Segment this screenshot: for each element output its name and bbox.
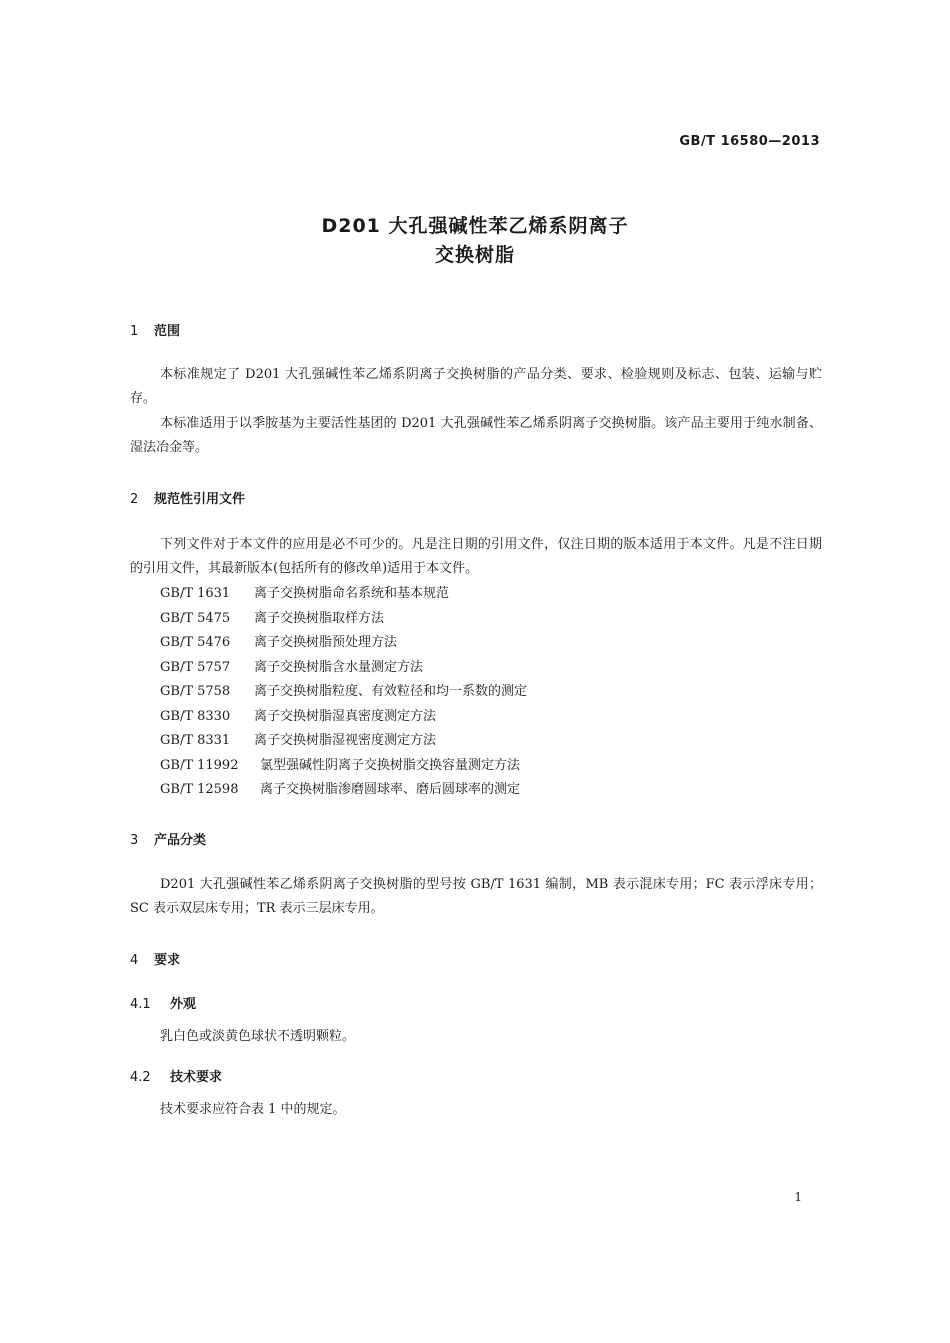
reference-code: GB/T 5757 bbox=[160, 659, 231, 675]
section-1-heading bbox=[130, 320, 180, 339]
reference-code: GB/T 5475 bbox=[160, 610, 231, 626]
section-2-paragraph-1: 下列文件对于本文件的应用是必不可少的。凡是注日期的引用文件，仅注日期的版本适用于本文件。凡是不注日期的引用文件，其最新版本(包括所有的修改单)适用于本文件。 bbox=[130, 537, 822, 576]
reference-title: 离子交换树脂取样方法 bbox=[254, 610, 385, 626]
reference-code: GB/T 11992 bbox=[160, 757, 239, 773]
reference-code: GB/T 5476 bbox=[160, 635, 231, 650]
standard-number: GB/T 16580—2013 bbox=[679, 134, 820, 149]
reference-item bbox=[160, 582, 527, 607]
section-4-heading bbox=[130, 949, 180, 968]
section-3-heading bbox=[130, 829, 206, 848]
reference-item bbox=[160, 656, 527, 681]
section-number: 4.1 bbox=[130, 997, 151, 1012]
reference-item bbox=[160, 729, 527, 754]
document-title bbox=[0, 212, 950, 270]
title-line-2: 交换树脂 bbox=[434, 244, 515, 266]
section-title: 产品分类 bbox=[154, 833, 207, 848]
reference-code: GB/T 8330 bbox=[160, 708, 231, 724]
reference-title: 离子交换树脂粒度、有效粒径和均一系数的测定 bbox=[254, 684, 528, 699]
reference-title: 离子交换树脂含水量测定方法 bbox=[254, 659, 424, 675]
reference-item bbox=[160, 680, 527, 705]
section-3-paragraph-1: D201 大孔强碱性苯乙烯系阴离子交换树脂的型号按 GB/T 1631 编制，MB 表示混床专用；FC 表示浮床专用；SC 表示双层床专用；TR 表示三层床专用。 bbox=[130, 877, 822, 916]
reference-code: GB/T 12598 bbox=[160, 782, 239, 797]
section-number: 4 bbox=[130, 953, 139, 968]
title-line-1: D201 大孔强碱性苯乙烯系阴离子 bbox=[321, 215, 629, 237]
section-1-paragraph-2: 本标准适用于以季胺基为主要活性基团的 D201 大孔强碱性苯乙烯系阴离子交换树脂。该产品主要用于纯水制备、湿法冶金等。 bbox=[130, 416, 822, 455]
reference-item bbox=[160, 705, 527, 730]
section-4-2-paragraph: 技术要求应符合表 1 中的规定。 bbox=[160, 1102, 346, 1117]
reference-item bbox=[160, 778, 527, 803]
section-title: 范围 bbox=[154, 324, 181, 339]
section-4-2-heading bbox=[130, 1066, 222, 1085]
reference-item bbox=[160, 607, 527, 632]
reference-item bbox=[160, 631, 527, 656]
section-1-paragraph-1: 本标准规定了 D201 大孔强碱性苯乙烯系阴离子交换树脂的产品分类、要求、检验规则及标志、包装、运输与贮存。 bbox=[130, 367, 822, 406]
reference-code: GB/T 1631 bbox=[160, 586, 231, 601]
section-number: 2 bbox=[130, 492, 139, 507]
reference-title: 离子交换树脂预处理方法 bbox=[254, 635, 398, 650]
reference-title: 离子交换树脂湿视密度测定方法 bbox=[254, 733, 437, 748]
section-2-heading bbox=[130, 488, 245, 507]
reference-title: 离子交换树脂渗磨圆球率、磨后圆球率的测定 bbox=[260, 782, 521, 797]
reference-code: GB/T 5758 bbox=[160, 684, 231, 699]
section-number: 3 bbox=[130, 833, 139, 848]
normative-reference-list bbox=[160, 582, 527, 803]
reference-title: 氯型强碱性阴离子交换树脂交换容量测定方法 bbox=[260, 757, 521, 773]
reference-code: GB/T 8331 bbox=[160, 733, 231, 748]
reference-title: 离子交换树脂命名系统和基本规范 bbox=[254, 586, 450, 601]
page-number: 1 bbox=[794, 1190, 802, 1204]
section-number: 1 bbox=[130, 324, 139, 339]
reference-title: 离子交换树脂湿真密度测定方法 bbox=[254, 708, 437, 724]
section-number: 4.2 bbox=[130, 1070, 151, 1085]
section-4-1-paragraph: 乳白色或淡黄色球状不透明颗粒。 bbox=[160, 1029, 356, 1044]
reference-item bbox=[160, 754, 527, 779]
section-title: 规范性引用文件 bbox=[154, 492, 246, 507]
section-title: 要求 bbox=[154, 953, 181, 968]
section-title: 技术要求 bbox=[170, 1070, 223, 1085]
section-title: 外观 bbox=[170, 997, 197, 1012]
section-4-1-heading bbox=[130, 993, 196, 1012]
